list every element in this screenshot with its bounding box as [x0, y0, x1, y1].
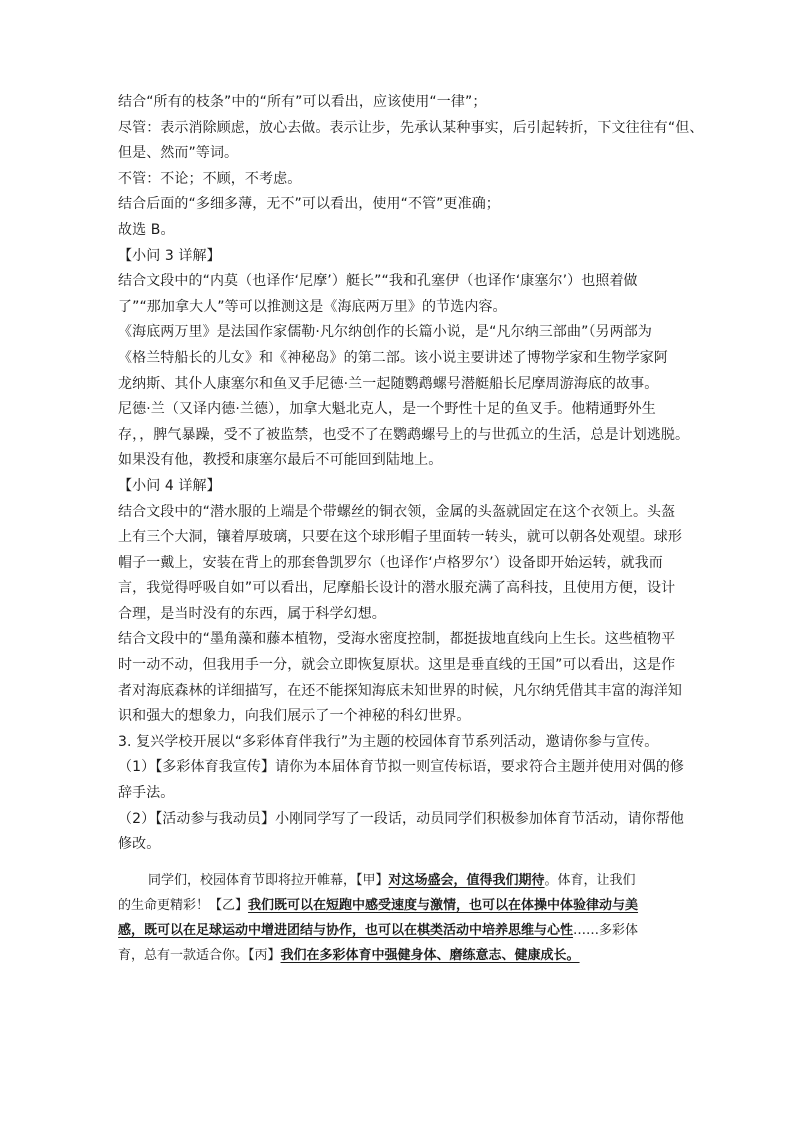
- text-line: 上有三个大洞，镶着厚玻璃，只要在这个球形帽子里面转一转头，就可以朝各处观望。球形: [118, 529, 682, 546]
- underlined-sentence: 对这场盛会，值得我们期待: [388, 872, 545, 888]
- text-line: 尽管：表示消除顾虑，放心去做。表示让步，先承认某种事实，后引起转折，下文往往有“但、: [118, 119, 704, 136]
- section-heading: 【小问 4 详解】: [118, 477, 221, 494]
- underlined-sentence: 我们既可以在短跑中感受速度与激情，也可以在体操中体验律动与美: [248, 897, 639, 913]
- text-line: 言，我觉得呼吸自如”可以看出，尼摩船长设计的潜水服充满了高科技，且使用方便，设计: [118, 580, 676, 597]
- text-line: 合理，是当时没有的东西，属于科学幻想。: [118, 605, 386, 622]
- passage-line: [118, 943, 680, 968]
- passage-text: 的生命更精彩！: [118, 897, 210, 913]
- question-line: （1）【多彩体育我宣传】请你为本届体育节拟一则宣传标语，要求符合主题并使用对偶的修: [118, 759, 685, 776]
- text-line: 结合文段中的“墨角藻和藤本植物，受海水密度控制，都挺拔地直线向上生长。这些植物平: [118, 631, 676, 648]
- underlined-sentence: 我们在多彩体育中强健身体、磨练意志、健康成长。: [280, 947, 580, 963]
- text-line: 故选 B。: [118, 221, 175, 238]
- question-line: 3. 复兴学校开展以“多彩体育伴我行”为主题的校园体育节系列活动，邀请你参与宣传。: [118, 733, 659, 750]
- text-line: 时一动不动，但我用手一分，就会立即恢复原状。这里是垂直线的王国”可以看出，这是作: [118, 657, 676, 674]
- passage-tag: 【甲】: [356, 872, 389, 888]
- passage-text: 同学们，校园体育节即将拉开帷幕，: [148, 872, 357, 888]
- passage-line: [118, 868, 680, 893]
- passage-tag: 【丙】: [248, 947, 281, 963]
- text-line: 存，，脾气暴躁，受不了被监禁，也受不了在鹦鹉螺号上的与世孤立的生活，总是计划逃脱。: [118, 426, 690, 443]
- text-line: 结合文段中的“潜水服的上端是个带螺丝的铜衣领，金属的头盔就固定在这个衣领上。头盔: [118, 503, 676, 520]
- text-line: 尼德·兰（又译内德·兰德），加拿大魁北克人，是一个野性十足的鱼叉手。他精通野外生: [118, 401, 656, 418]
- text-line: 《格兰特船长的儿女》和《神秘岛》的第二部。该小说主要讲述了博物学家和生物学家阿: [118, 349, 668, 366]
- text-line: 帽子一戴上，安装在背上的那套鲁凯罗尔（也译作‘卢格罗尔’）设备即开始运转，就我而: [118, 554, 663, 571]
- text-line: 结合后面的“多细多薄，无不”可以看出，使用“不管”更准确；: [118, 196, 500, 213]
- passage-line: [118, 918, 680, 943]
- question-line: （2）【活动参与我动员】小刚同学写了一段话，动员同学们积极参加体育节活动，请你帮他: [118, 810, 685, 827]
- passage-tag: 【乙】: [209, 897, 249, 913]
- question-line: 辞手法。: [118, 785, 175, 802]
- text-line: 《海底两万里》是法国作家儒勒·凡尔纳创作的长篇小说，是“凡尔纳三部曲”（另两部为: [118, 324, 652, 341]
- text-line: 但是、然而”等词。: [118, 145, 239, 162]
- question-line: 修改。: [118, 836, 161, 853]
- passage-text: 。体育，让我们: [544, 872, 636, 888]
- text-line: 结合“所有的枝条”中的“所有”可以看出，应该使用“一律”；: [118, 94, 487, 110]
- section-heading: 【小问 3 详解】: [118, 247, 221, 264]
- document-page: [118, 90, 704, 968]
- passage-text: ……多彩体: [573, 922, 639, 938]
- passage-text: 育，总有一款适合你。: [118, 947, 249, 963]
- text-line: 龙纳斯、其仆人康塞尔和鱼叉手尼德·兰一起随鹦鹉螺号潜艇船长尼摩周游海底的故事。: [118, 375, 659, 392]
- student-passage: [118, 868, 680, 968]
- underlined-sentence: 感，既可以在足球运动中增进团结与协作，也可以在棋类活动中培养思维与心性: [118, 922, 574, 938]
- text-line: 结合文段中的“内莫（也译作‘尼摩’）艇长”“我和孔塞伊（也译作‘康塞尔’）也照着做: [118, 273, 638, 290]
- text-line: 不管：不论；不顾，不考虑。: [118, 170, 302, 187]
- text-line: 如果没有他，教授和康塞尔最后不可能回到陆地上。: [118, 452, 443, 469]
- text-line: 者对海底森林的详细描写，在还不能探知海底未知世界的时候，凡尔纳凭借其丰富的海洋知: [118, 682, 682, 699]
- passage-line: [118, 893, 680, 918]
- text-line: 识和强大的想象力，向我们展示了一个神秘的科幻世界。: [118, 708, 471, 725]
- text-line: 了”“那加拿大人”等可以推测这是《海底两万里》的节选内容。: [118, 298, 507, 315]
